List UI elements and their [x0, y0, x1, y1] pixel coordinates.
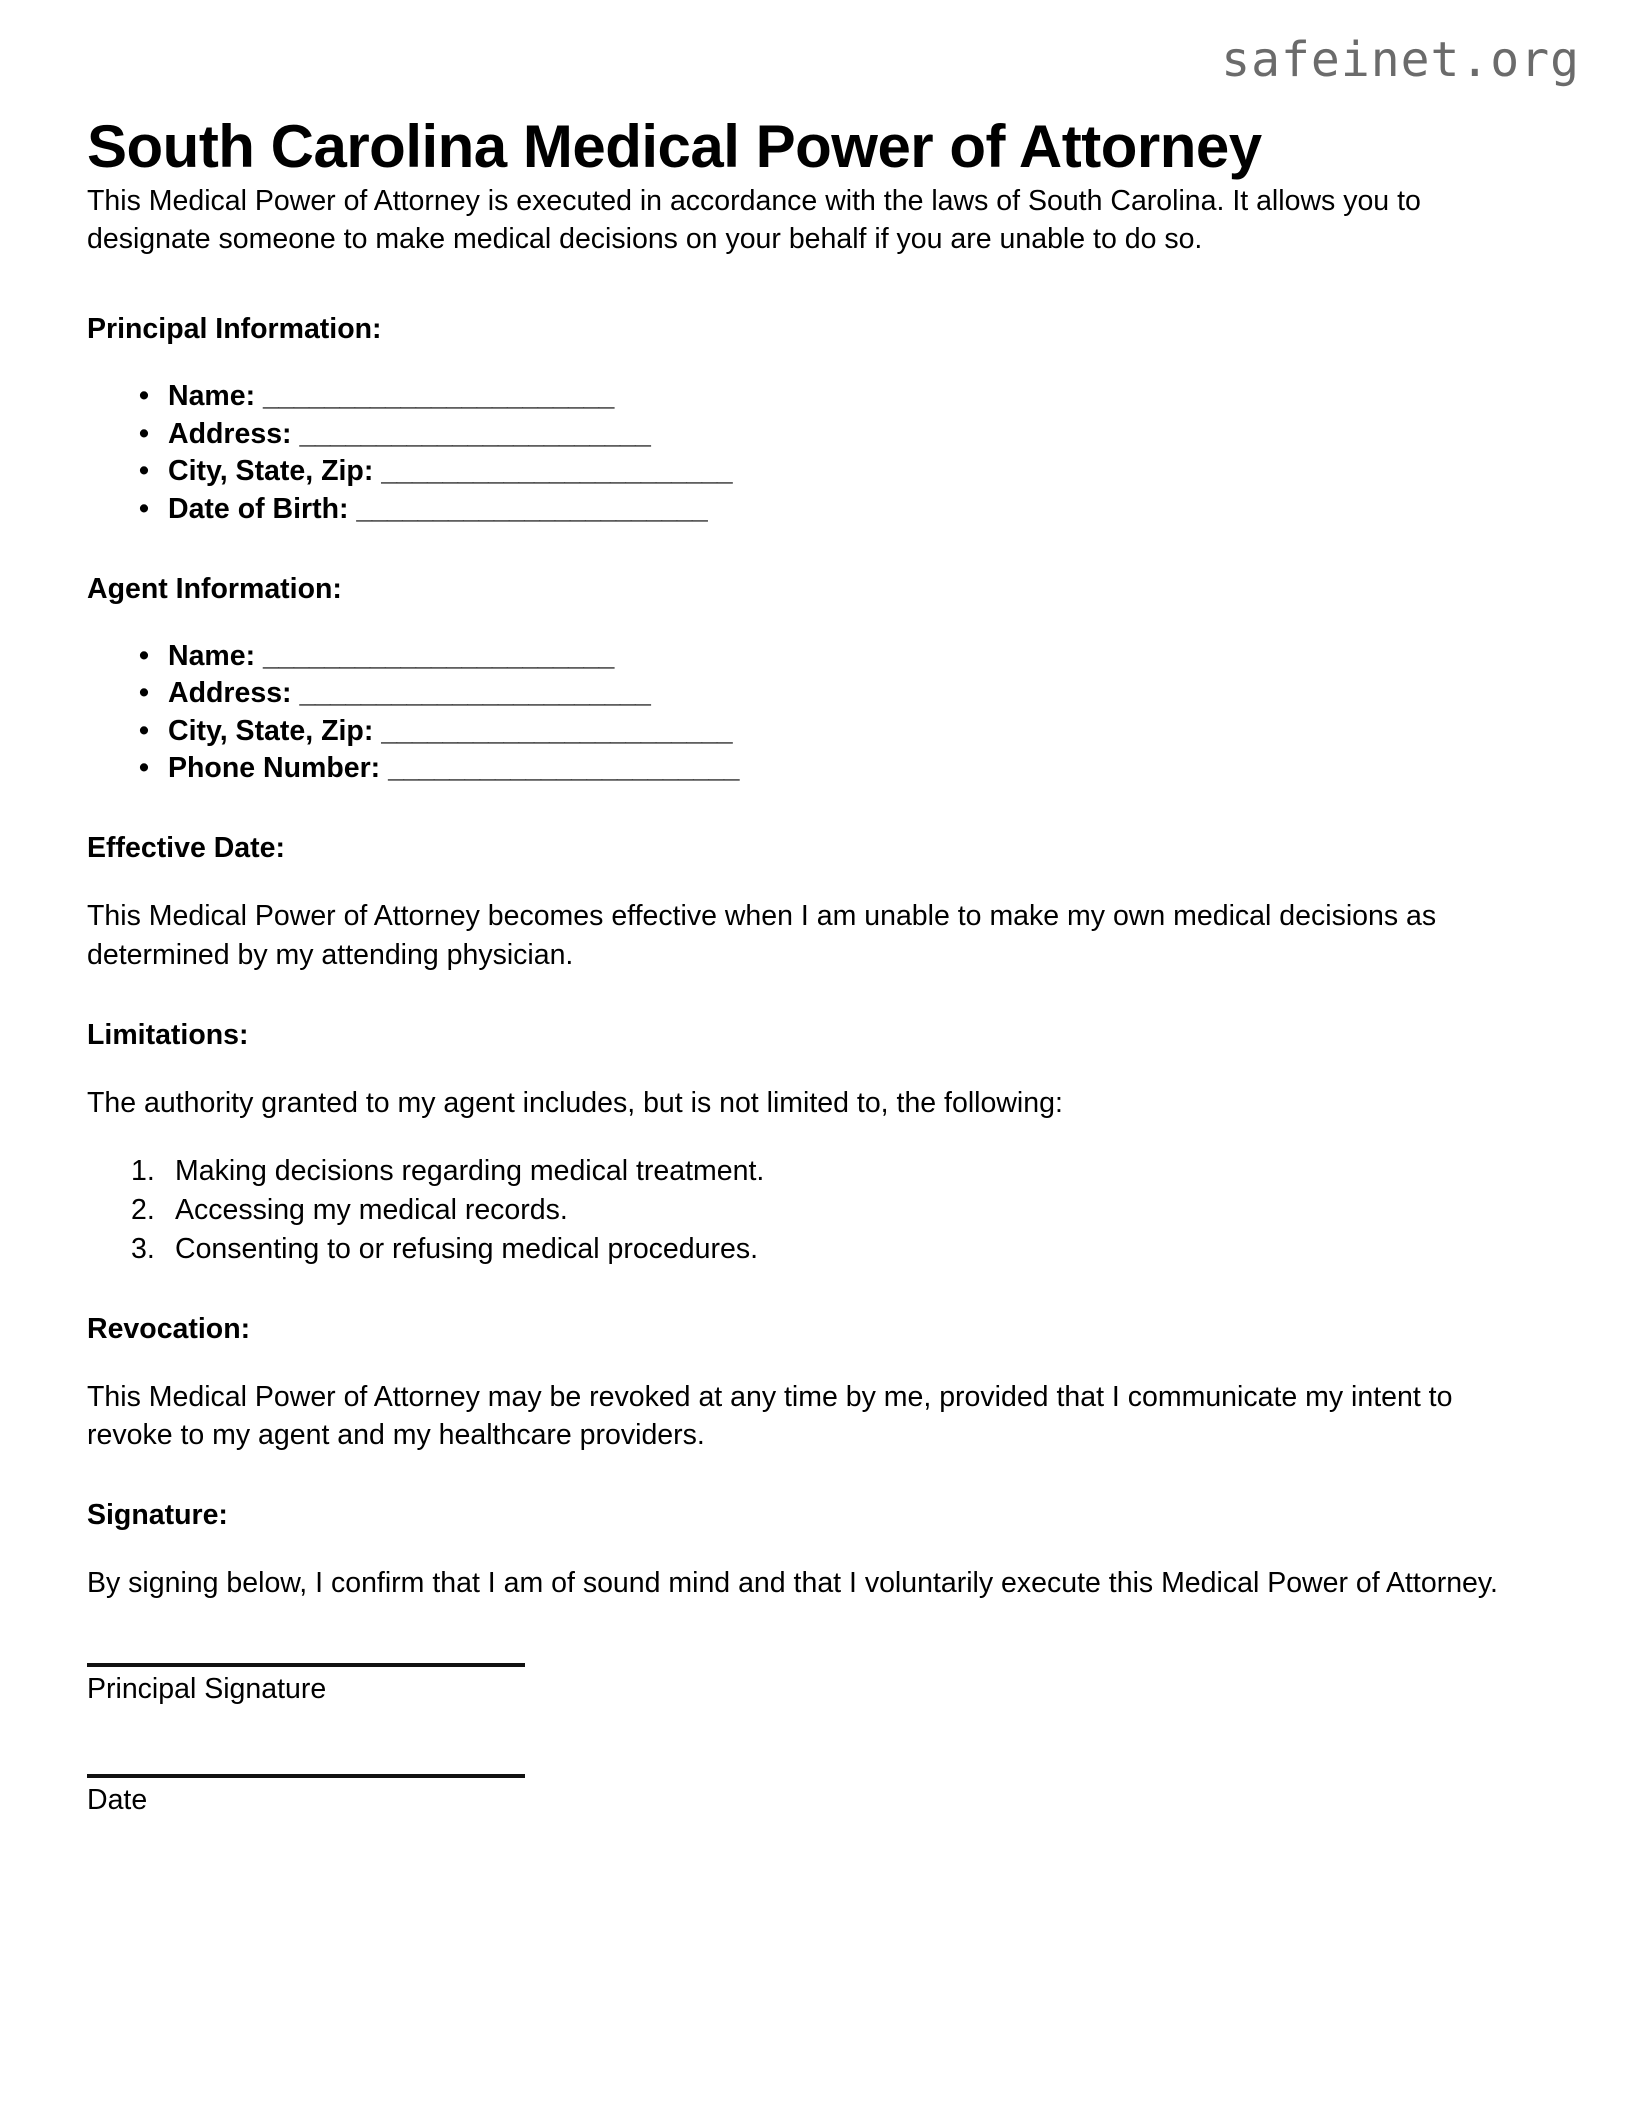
list-item: [87, 675, 1547, 713]
list-item: [87, 453, 1547, 491]
date-label: Date: [87, 1784, 148, 1817]
section-heading-principal-information: Principal Information:: [87, 313, 382, 346]
field-label: City, State, Zip:: [168, 455, 374, 488]
agent-field-list: [87, 638, 1547, 788]
section-heading-signature: Signature:: [87, 1499, 228, 1532]
date-signature-block: [87, 1774, 1547, 1819]
principal-signature-label: Principal Signature: [87, 1673, 327, 1705]
fill-in-blank[interactable]: _______________________: [263, 639, 614, 672]
list-item: [87, 416, 1547, 454]
limitations-list: [87, 1152, 1547, 1268]
field-label: Date of Birth:: [168, 492, 349, 525]
date-line[interactable]: [87, 1774, 525, 1778]
list-item: [87, 713, 1547, 751]
spacer: [87, 788, 1547, 830]
spacer: [87, 975, 1547, 1017]
bullet-icon: •: [139, 380, 149, 413]
bullet-icon: •: [139, 639, 149, 672]
site-watermark: safeinet.org: [1221, 32, 1580, 88]
bullet-icon: •: [139, 677, 149, 710]
list-item: [87, 638, 1547, 676]
bullet-icon: •: [139, 752, 149, 785]
spacer: [87, 1348, 1547, 1378]
document-content: [87, 0, 1547, 1819]
spacer: [87, 1708, 1547, 1774]
list-item: [87, 750, 1547, 788]
spacer: [87, 348, 1547, 378]
section-heading-limitations: Limitations:: [87, 1018, 249, 1051]
fill-in-blank[interactable]: _______________________: [299, 677, 651, 710]
section-heading-effective-date: Effective Date:: [87, 832, 285, 865]
list-item: Making decisions regarding medical treatment.: [175, 1155, 765, 1188]
spacer: [87, 608, 1547, 638]
bullet-icon: •: [139, 455, 149, 488]
list-item: Accessing my medical records.: [175, 1194, 568, 1227]
spacer: [87, 1122, 1547, 1152]
limitations-lead-in: The authority granted to my agent includes, but is not limited to, the following:: [87, 1086, 1063, 1119]
section-heading-agent-information: Agent Information:: [87, 572, 342, 605]
list-item: [87, 491, 1547, 529]
field-label: Name:: [168, 380, 256, 413]
field-label: City, State, Zip:: [168, 714, 374, 747]
field-label: Address:: [168, 677, 292, 710]
page-title: South Carolina Medical Power of Attorney: [87, 113, 1262, 180]
fill-in-blank[interactable]: _______________________: [299, 417, 651, 450]
fill-in-blank[interactable]: _______________________: [381, 714, 733, 747]
fill-in-blank[interactable]: _______________________: [381, 455, 733, 488]
intro-paragraph: This Medical Power of Attorney is executed in accordance with the laws of South Carolina. It allows you to designate someone to make medical decisions on your behalf if you are unable to do so.: [87, 184, 1421, 256]
spacer: [87, 1534, 1547, 1564]
field-label: Address:: [168, 417, 292, 450]
list-item: Consenting to or refusing medical procedures.: [175, 1232, 758, 1265]
spacer: [87, 529, 1547, 571]
spacer: [87, 1054, 1547, 1084]
fill-in-blank[interactable]: _______________________: [263, 380, 614, 413]
principal-signature-line[interactable]: [87, 1663, 525, 1667]
field-label: Name:: [168, 639, 256, 672]
fill-in-blank[interactable]: _______________________: [356, 492, 708, 525]
bullet-icon: •: [139, 492, 149, 525]
revocation-paragraph: This Medical Power of Attorney may be revoked at any time by me, provided that I communicate my intent to revoke to my agent and my healthcare providers.: [87, 1380, 1453, 1452]
spacer: [87, 1269, 1547, 1311]
spacer: [87, 1455, 1547, 1497]
effective-date-paragraph: This Medical Power of Attorney becomes effective when I am unable to make my own medical decisions as determined by my attending physician.: [87, 900, 1437, 971]
section-heading-revocation: Revocation:: [87, 1312, 251, 1345]
fill-in-blank[interactable]: _______________________: [388, 752, 739, 785]
field-label: Phone Number:: [168, 752, 381, 785]
spacer: [87, 867, 1547, 897]
bullet-icon: •: [139, 417, 149, 450]
list-item: [87, 378, 1547, 416]
bullet-icon: •: [139, 714, 149, 747]
principal-field-list: [87, 378, 1547, 528]
principal-signature-block: [87, 1663, 1547, 1708]
signature-paragraph: By signing below, I confirm that I am of sound mind and that I voluntarily execute this Medical Power of Attorney.: [87, 1567, 1498, 1600]
spacer: [87, 259, 1547, 311]
